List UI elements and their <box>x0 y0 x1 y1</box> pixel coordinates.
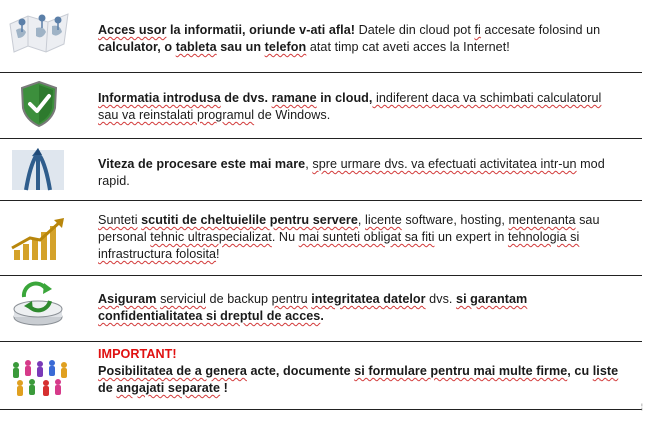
world-map-icon <box>8 10 70 58</box>
text-run: ! <box>220 381 228 395</box>
text-run: sau <box>575 213 600 227</box>
text-run: dvs. <box>425 292 457 306</box>
text-run: si garantam <box>456 292 528 306</box>
text-run: de dvs. <box>220 91 272 105</box>
text-run: rapid. <box>98 174 130 188</box>
text-run: Sunteti <box>98 213 138 227</box>
text-run: si formulare pentru mai multe firme <box>354 364 568 378</box>
text-run: , <box>305 157 313 171</box>
text-line <box>98 291 636 308</box>
text-run: licente <box>365 213 402 227</box>
text-run: telefon <box>264 40 307 54</box>
text-run: de backup <box>206 292 272 306</box>
text-line <box>98 380 636 397</box>
text-line <box>98 173 636 190</box>
text-run: personal <box>98 230 151 244</box>
text-run: liste <box>592 364 619 378</box>
text-run: sau un <box>216 40 265 54</box>
text-run: in cloud, <box>316 91 373 105</box>
text-run: infrastructura folosita <box>98 247 217 261</box>
text-run: ramane <box>271 91 317 105</box>
text-run: tableta <box>175 40 217 54</box>
text-line <box>98 39 636 56</box>
text-run: tehnic ultraspecializat <box>150 230 272 244</box>
text-run: confidentialitatea si dreptul de acces <box>98 309 321 323</box>
text-run: de <box>98 381 117 395</box>
text-run: angajati separate <box>116 381 221 395</box>
text-run: Datele din cloud pot <box>355 23 475 37</box>
text-run: . Nu <box>271 230 299 244</box>
text-line <box>98 229 636 246</box>
text-line <box>98 308 636 325</box>
text-run: software, hosting, <box>401 213 509 227</box>
security-shield-icon <box>8 80 70 128</box>
text-run: Asiguram <box>98 292 157 306</box>
text-run: integritatea datelor <box>311 292 426 306</box>
speed-arrows-icon <box>8 146 70 194</box>
feature-body <box>98 363 636 397</box>
feature-row-cloud-access <box>0 0 642 73</box>
text-line <box>98 22 636 39</box>
feature-text <box>98 156 636 190</box>
text-run: tehnologia si <box>507 230 580 244</box>
feature-row-cloud-storage <box>0 72 642 139</box>
feature-text <box>98 212 636 263</box>
feature-text <box>98 22 636 56</box>
text-run: mai sunteti obligat sa fiti <box>298 230 435 244</box>
text-run: un expert in <box>434 230 508 244</box>
text-run: mentenanta <box>508 213 576 227</box>
feature-text <box>98 90 636 124</box>
feature-text <box>98 346 636 397</box>
feature-row-costs <box>0 200 642 276</box>
feature-text <box>98 291 636 325</box>
team-people-icon <box>8 355 70 403</box>
text-run: accesate folosind un <box>480 23 601 37</box>
text-run: . <box>320 309 324 323</box>
text-run: Posibilitatea de a genera <box>98 364 247 378</box>
page-edge-mark: ¦ <box>641 404 643 411</box>
text-run: ! <box>216 247 220 261</box>
text-run: serviciul <box>160 292 206 306</box>
important-label: IMPORTANT! <box>98 347 177 361</box>
text-run: sau va reinstalati programul <box>98 108 255 122</box>
text-run: pentru <box>271 292 308 306</box>
text-run: Informatia introdusa <box>98 91 221 105</box>
text-line <box>98 107 636 124</box>
feature-row-backup <box>0 275 642 342</box>
text-run: scutiti de cheltuielile pentru servere <box>141 213 358 227</box>
text-run: Viteza de procesare este mai mare <box>98 157 306 171</box>
text-run: indiferent daca va schimbati calculatorul <box>372 91 602 105</box>
backup-disk-icon <box>8 279 70 327</box>
text-line <box>98 246 636 263</box>
text-run: spre urmare dvs. va efectuati activitatea intr-un <box>312 157 577 171</box>
text-run: mod <box>576 157 605 171</box>
feature-row-speed <box>0 138 642 201</box>
feature-row-multi-company <box>0 341 642 410</box>
text-run: atat timp cat aveti acces la Internet! <box>306 40 510 54</box>
text-run: fi <box>474 23 481 37</box>
text-run: la informatii, oriunde v-ati afla! <box>169 23 356 37</box>
text-line <box>98 90 636 107</box>
text-run: calculator, o <box>98 40 176 54</box>
text-run: , <box>357 213 366 227</box>
text-run: acte <box>246 364 276 378</box>
growth-chart-icon <box>8 214 70 262</box>
text-run: , documente <box>275 364 355 378</box>
text-run: , cu <box>567 364 593 378</box>
text-run: Acces usor <box>98 23 167 37</box>
text-line <box>98 156 636 173</box>
text-line <box>98 363 636 380</box>
text-run: de Windows. <box>254 108 331 122</box>
text-line <box>98 212 636 229</box>
